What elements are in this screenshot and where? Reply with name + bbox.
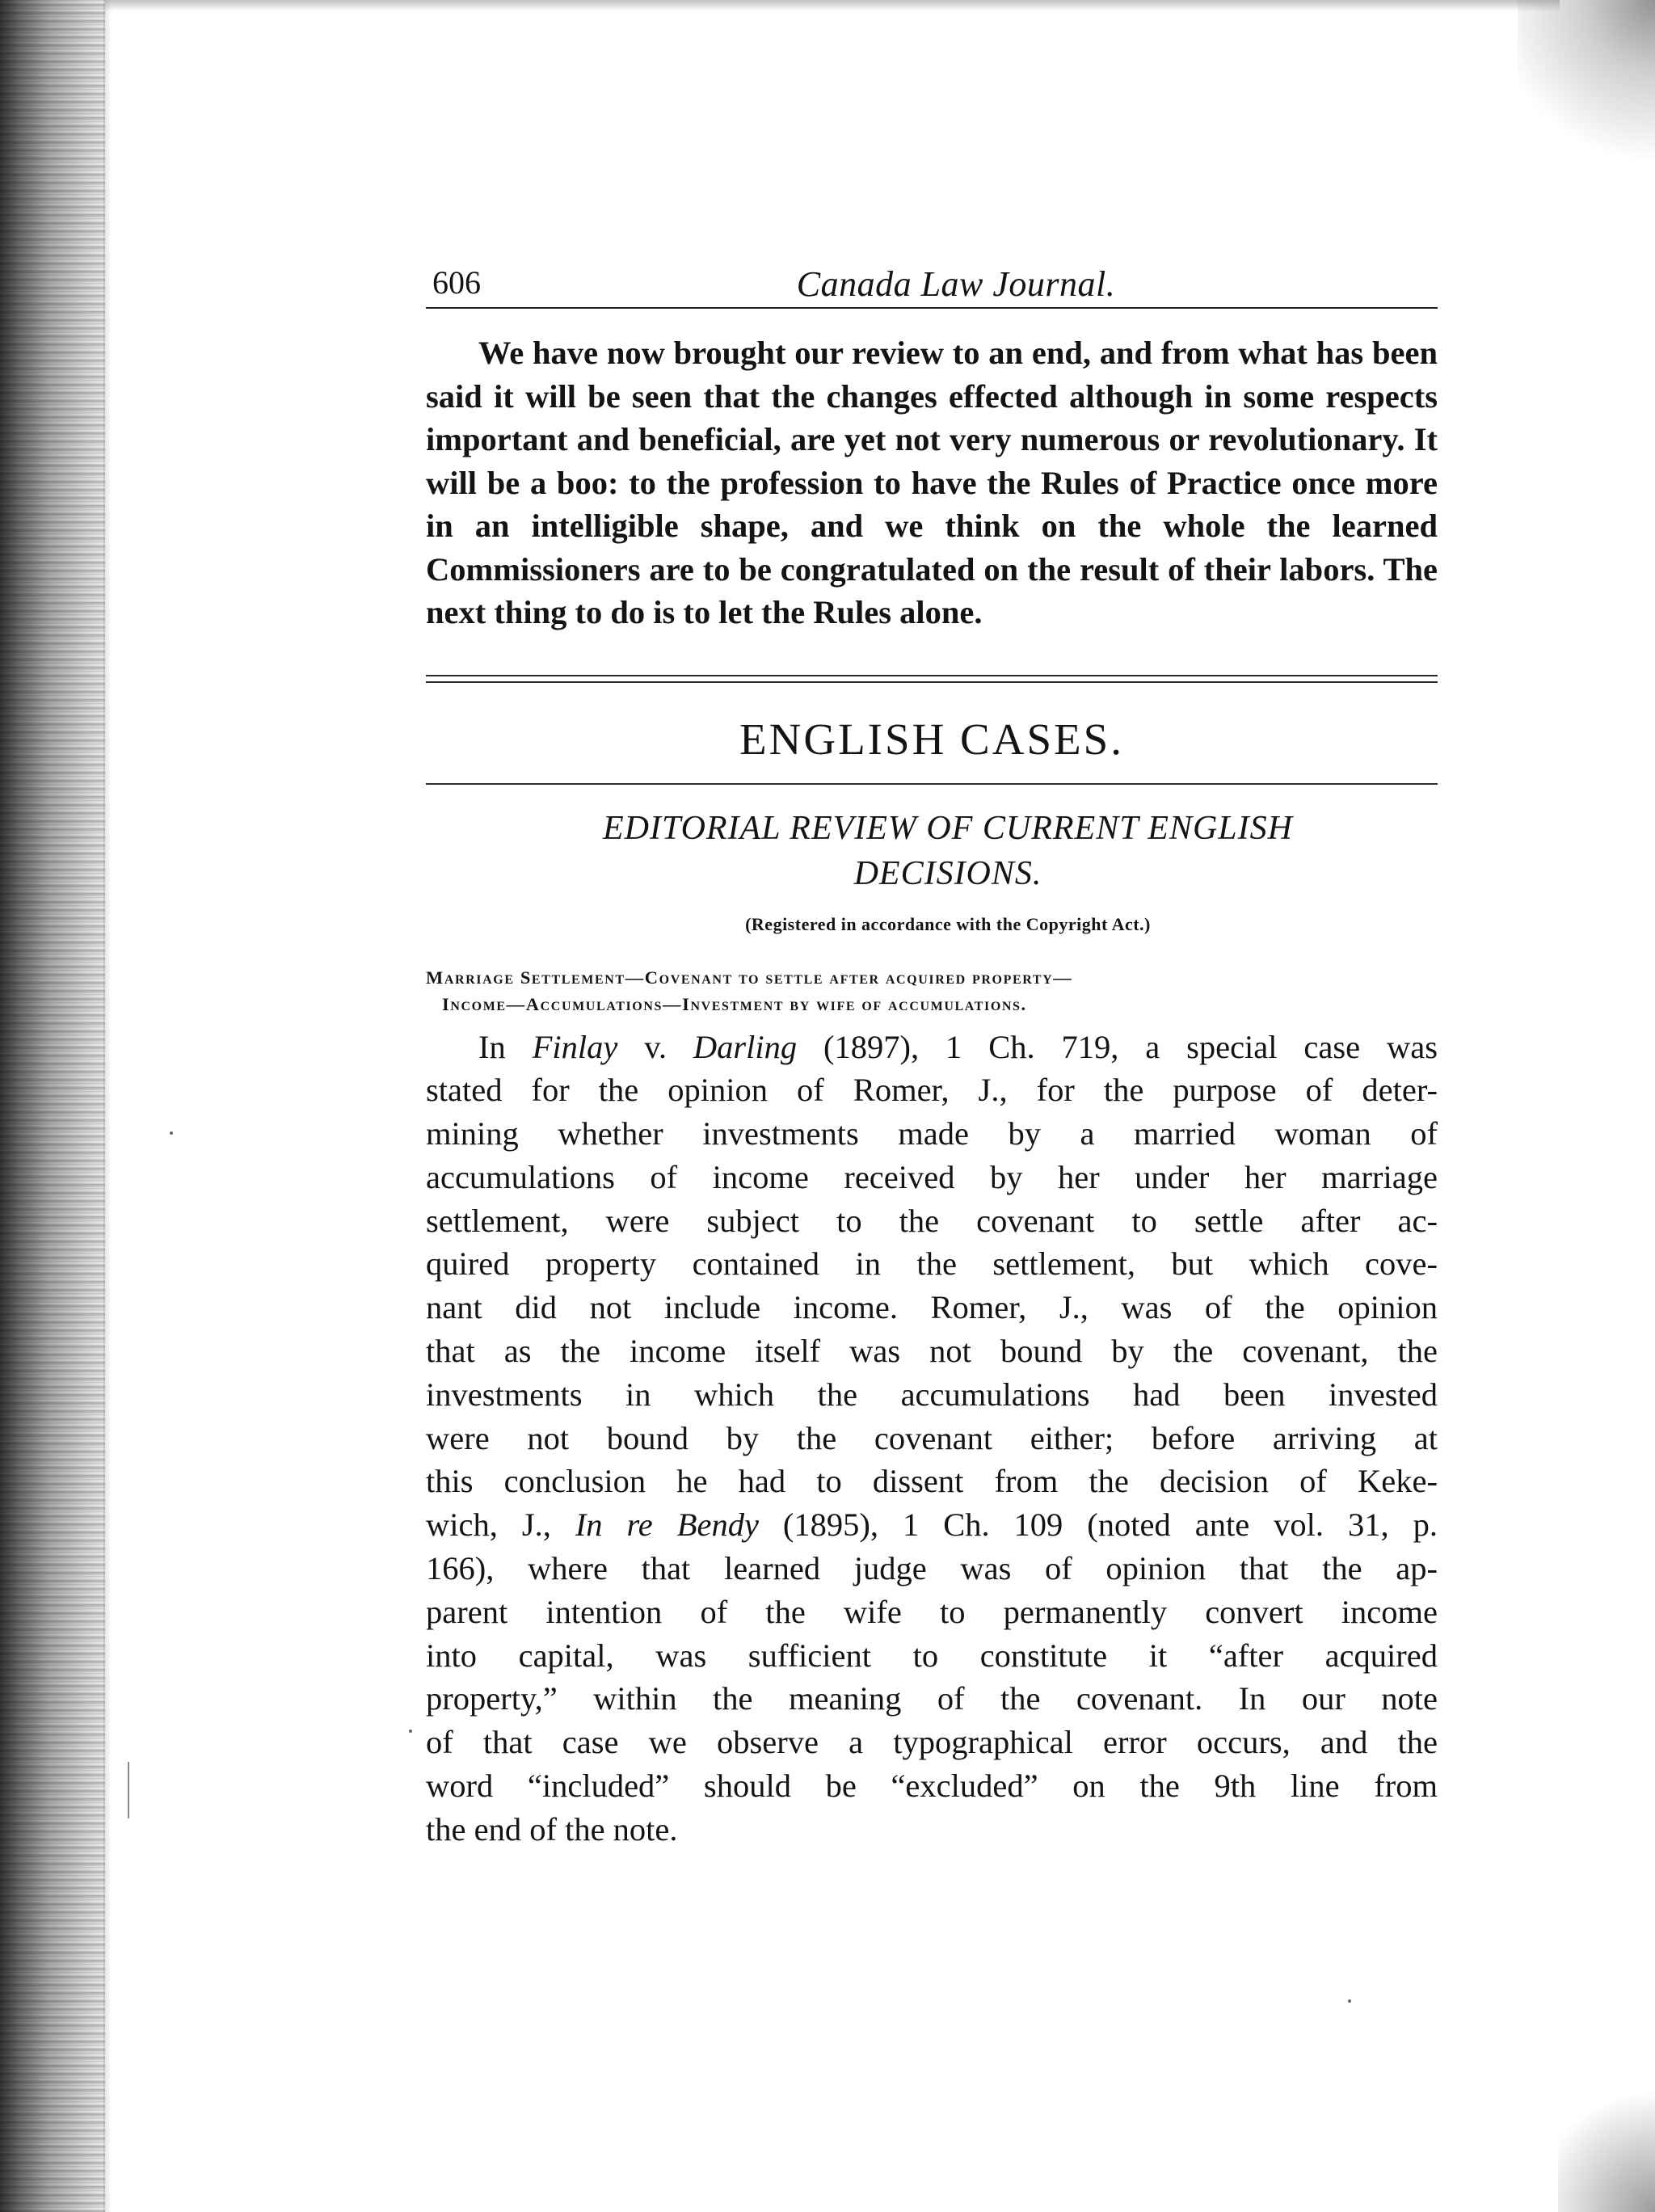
page-content (426, 259, 1438, 1852)
copyright-note: (Registered in accordance with the Copyright Act.) (745, 913, 1151, 934)
body-line: nant did not include income. Romer, J., was of the opinion (426, 1289, 1438, 1326)
section-heading: ENGLISH CASES. (739, 714, 1124, 764)
body-line: were not bound by the covenant either; before arriving at (426, 1419, 1438, 1456)
scan-corner-shading (1518, 0, 1655, 210)
heading-rule (426, 783, 1438, 785)
section-divider (426, 675, 1438, 683)
book-binding-shadow (0, 0, 105, 2212)
body-line (426, 1026, 1438, 1069)
subheading-line-1: EDITORIAL REVIEW OF CURRENT ENGLISH (603, 809, 1293, 847)
body-text: In (478, 1028, 533, 1065)
body-line: settlement, were subject to the covenant to settle after ac- (426, 1202, 1438, 1239)
body-line: that as the income itself was not bound by the covenant, the (426, 1333, 1438, 1370)
body-line: this conclusion he had to dissent from the decision of Keke- (426, 1463, 1438, 1500)
running-head (426, 259, 1438, 307)
body-line: word “included” should be “excluded” on the 9th line from (426, 1767, 1438, 1805)
body-line (426, 1503, 1438, 1547)
top-edge-shadow (105, 0, 1560, 11)
body-line: investments in which the accumulations had been invested (426, 1376, 1438, 1413)
case-name: In re Bendy (575, 1506, 759, 1544)
body-line: into capital, was sufficient to constitute it “after acquired (426, 1637, 1438, 1674)
journal-title: Canada Law Journal. (796, 264, 1116, 304)
case-body (426, 1026, 1438, 1852)
scan-corner-shading-bottom (1558, 2083, 1655, 2212)
header-rule (426, 307, 1438, 309)
body-line: accumulations of income received by her under her marriage (426, 1158, 1438, 1195)
body-line: the end of the note. (426, 1810, 678, 1848)
speck (1348, 1999, 1351, 2003)
body-line: quired property contained in the settlement, but which cove- (426, 1245, 1438, 1283)
case-name: Darling (693, 1028, 798, 1065)
subheading (426, 806, 1438, 896)
body-line: of that case we observe a typographical error occurs, and the (426, 1724, 1438, 1761)
subheading-line-2: DECISIONS. (853, 854, 1042, 892)
body-text: wich, J., (426, 1506, 575, 1544)
case-name: Finlay (532, 1028, 618, 1065)
body-line: parent intention of the wife to permanently convert income (426, 1593, 1438, 1630)
body-text: (1897), 1 Ch. 719, a special case was (797, 1028, 1438, 1065)
body-text: v. (617, 1028, 693, 1065)
binding-edge-shadow (103, 0, 112, 2212)
body-line: property,” within the meaning of the covenant. In our note (426, 1680, 1438, 1717)
speck (409, 1730, 412, 1733)
headnote-line-2: Income—Accumulations—Investment by wife of accumulations. (442, 993, 1027, 1014)
body-line: mining whether investments made by a married woman of (426, 1115, 1438, 1152)
body-line: stated for the opinion of Romer, J., for the purpose of deter- (426, 1072, 1438, 1109)
body-line: 166), where that learned judge was of opinion that the ap- (426, 1550, 1438, 1587)
page-number: 606 (432, 264, 481, 301)
speck (170, 1131, 173, 1135)
body-text: (1895), 1 Ch. 109 (noted ante vol. 31, p. (758, 1506, 1438, 1544)
margin-mark (128, 1762, 129, 1818)
case-headnote (426, 964, 1438, 1018)
headnote-line-1: Marriage Settlement—Covenant to settle after acquired property— (426, 967, 1073, 988)
intro-paragraph: We have now brought our review to an end, and from what has been said it will be seen that the changes effected although in some respects important and beneficial, are yet not very numerous or revolutionary. It will be a boo: to the profession to have the Rules of Practice once more in an intelligible shape, and we think on the whole the learned Commissioners are to be congratulated on the result of their labors. The next thing to do is to let the Rules alone. (426, 335, 1438, 630)
